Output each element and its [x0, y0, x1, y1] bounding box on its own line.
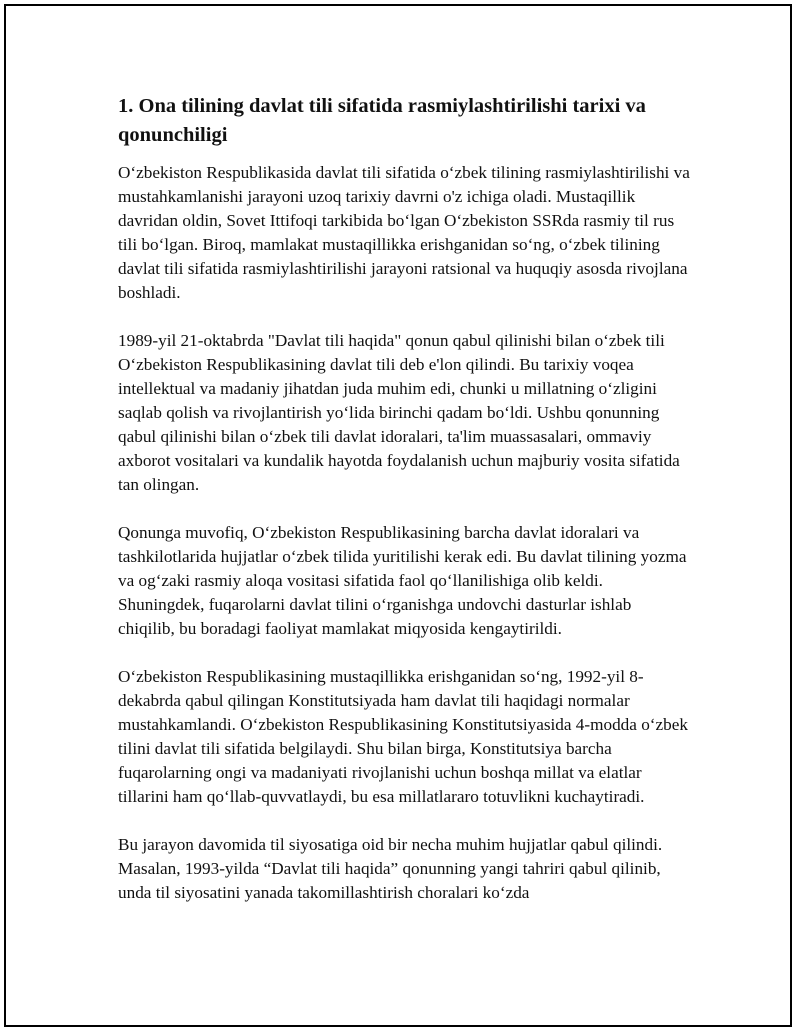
paragraph-4: O‘zbekiston Respublikasining mustaqillikka erishganidan so‘ng, 1992-yil 8-dekabrda qabul qilingan Konstitutsiyada ham davlat tili haqidagi normalar mustahkamlandi. O‘zbekiston Respublikasining Konstitutsiyasida 4-modda o‘zbek tilini davlat tili sifatida belgilaydi. Shu bilan birga, Konstitutsiya barcha fuqarolarning ongi va madaniyati rivojlanishi uchun boshqa millat va elatlar tillarini ham qo‘llab-quvvatlaydi, bu esa millatlararo totuvlikni kuchaytiradi. [118, 667, 688, 806]
paragraph-2: 1989-yil 21-oktabrda "Davlat tili haqida" qonun qabul qilinishi bilan o‘zbek tili O‘zbekiston Respublikasining davlat tili deb e'lon qilindi. Bu tarixiy voqea intellektual va madaniy jihatdan juda muhim edi, chunki u millatning o‘zligini saqlab qolish va rivojlantirish yo‘lida birinchi qadam bo‘ldi. Ushbu qonunning qabul qilinishi bilan o‘zbek tili davlat idoralari, ta'lim muassasalari, ommaviy axborot vositalari va kundalik hayotda foydalanish uchun majburiy vosita sifatida tan olingan. [118, 331, 680, 494]
paragraph-5: Bu jarayon davomida til siyosatiga oid bir necha muhim hujjatlar qabul qilindi. Masalan, 1993-yilda “Davlat tili haqida” qonunning yangi tahriri qabul qilinib, unda til siyosatini yanada takomillashtirish choralari ko‘zda [118, 835, 663, 902]
paragraph-1: O‘zbekiston Respublikasida davlat tili sifatida o‘zbek tilining rasmiylashtirilishi va mustahkamlanishi jarayoni uzoq tarixiy davrni o'z ichiga oladi. Mustaqillik davridan oldin, Sovet Ittifoqi tarkibida bo‘lgan O‘zbekiston SSRda rasmiy til rus tili bo‘lgan. Biroq, mamlakat mustaqillikka erishganidan so‘ng, o‘zbek tilining davlat tili sifatida rasmiylashtirilishi jarayoni ratsional va huquqiy asosda rivojlana boshladi. [118, 163, 690, 302]
section-heading: 1. Ona tilining davlat tili sifatida rasmiylashtirilishi tarixi va qonunchiligi [118, 95, 646, 146]
paragraph-3: Qonunga muvofiq, O‘zbekiston Respublikasining barcha davlat idoralari va tashkilotlarida hujjatlar o‘zbek tilida yuritilishi kerak edi. Bu davlat tilining yozma va og‘zaki rasmiy aloqa vositasi sifatida faol qo‘llanilishiga olib keldi. Shuningdek, fuqarolarni davlat tilini o‘rganishga undovchi dasturlar ishlab chiqilib, bu boradagi faoliyat mamlakat miqyosida kengaytirildi. [118, 523, 687, 638]
document-body [118, 92, 690, 929]
